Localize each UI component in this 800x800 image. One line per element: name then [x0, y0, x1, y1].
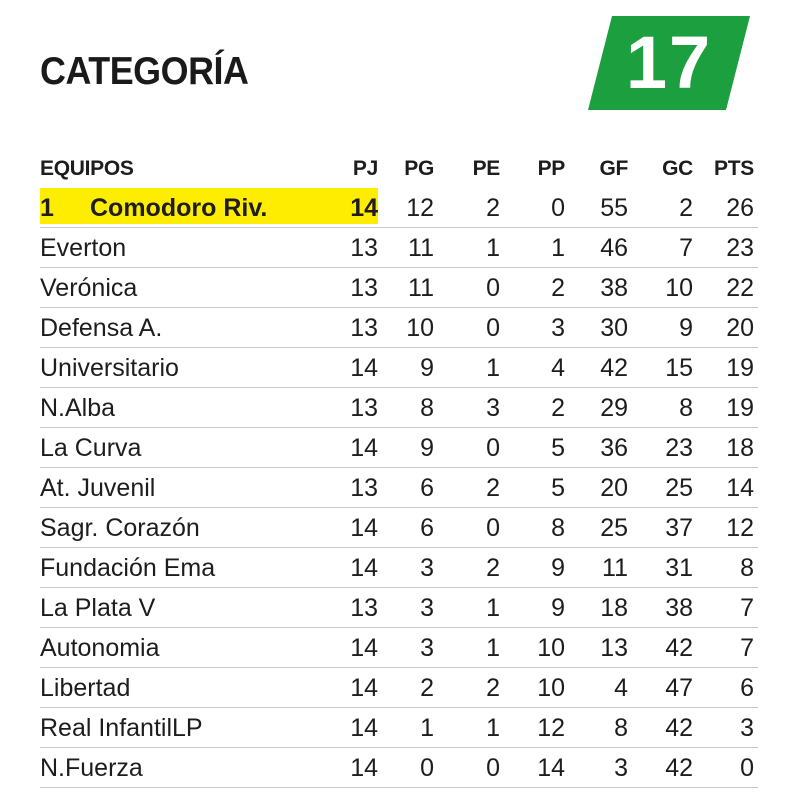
cell-pg: 11 — [408, 274, 434, 302]
cell-pts: 7 — [740, 594, 754, 622]
cell-gf: 11 — [602, 554, 628, 582]
cell-pp: 4 — [551, 354, 565, 382]
header-pe: PE — [472, 157, 500, 180]
cell-pe: 0 — [486, 314, 500, 342]
cell-gc: 23 — [665, 434, 693, 462]
cell-pj: 14 — [350, 754, 378, 782]
team-name: N.Alba — [40, 394, 116, 422]
cell-pe: 3 — [486, 394, 500, 422]
cell-pj: 13 — [350, 394, 378, 422]
cell-gf: 25 — [600, 514, 628, 542]
cell-gf: 30 — [600, 314, 628, 342]
cell-gc: 7 — [679, 234, 693, 262]
cell-gc: 37 — [665, 514, 693, 542]
table-row — [40, 228, 758, 268]
cell-pts: 19 — [726, 354, 754, 382]
cell-gf: 8 — [614, 714, 628, 742]
table-row — [40, 748, 758, 788]
cell-gf: 46 — [600, 234, 628, 262]
team-name: Defensa A. — [40, 314, 163, 342]
cell-gf: 29 — [600, 394, 628, 422]
cell-pg: 3 — [420, 634, 434, 662]
cell-pe: 0 — [486, 754, 500, 782]
cell-pj: 14 — [350, 354, 378, 382]
cell-pe: 2 — [486, 194, 500, 222]
header-pg: PG — [404, 157, 434, 180]
team-name: At. Juvenil — [40, 474, 156, 502]
cell-pts: 6 — [740, 674, 754, 702]
header-team: EQUIPOS — [40, 157, 134, 180]
table-row — [40, 508, 758, 548]
cell-pp: 2 — [551, 394, 565, 422]
team-name: Verónica — [40, 274, 138, 302]
header-gc: GC — [662, 157, 693, 180]
cell-pe: 1 — [486, 594, 500, 622]
cell-pj: 14 — [350, 554, 378, 582]
category-badge — [588, 16, 750, 110]
cell-gc: 8 — [679, 394, 693, 422]
table-row — [40, 708, 758, 748]
cell-pj: 13 — [350, 274, 378, 302]
cell-gf: 13 — [600, 634, 628, 662]
table-row — [40, 468, 758, 508]
cell-pg: 9 — [420, 354, 434, 382]
cell-pj: 14 — [350, 514, 378, 542]
team-name: Libertad — [40, 674, 131, 702]
cell-pe: 0 — [486, 274, 500, 302]
cell-pg: 3 — [420, 594, 434, 622]
cell-pts: 3 — [740, 714, 754, 742]
cell-pj: 14 — [350, 674, 378, 702]
cell-pp: 9 — [551, 594, 565, 622]
cell-pg: 6 — [420, 474, 434, 502]
team-name: N.Fuerza — [40, 754, 143, 782]
cell-pp: 2 — [551, 274, 565, 302]
table-row — [40, 348, 758, 388]
table-row — [40, 388, 758, 428]
team-name: Universitario — [40, 354, 179, 382]
team-name: Sagr. Corazón — [40, 514, 200, 542]
cell-pe: 2 — [486, 674, 500, 702]
cell-pts: 23 — [726, 234, 754, 262]
cell-pe: 1 — [486, 634, 500, 662]
cell-gf: 3 — [614, 754, 628, 782]
cell-pe: 2 — [486, 554, 500, 582]
table-row — [40, 428, 758, 468]
cell-pp: 1 — [551, 234, 565, 262]
cell-pts: 12 — [726, 514, 754, 542]
cell-gc: 47 — [665, 674, 693, 702]
cell-pts: 14 — [726, 474, 754, 502]
cell-pe: 0 — [486, 434, 500, 462]
cell-gc: 42 — [665, 754, 693, 782]
cell-pg: 8 — [420, 394, 434, 422]
badge-number: 17 — [625, 21, 713, 104]
cell-gf: 38 — [600, 274, 628, 302]
cell-gc: 25 — [665, 474, 693, 502]
standings-table — [40, 150, 758, 788]
cell-gc: 42 — [665, 634, 693, 662]
cell-pts: 26 — [726, 194, 754, 222]
cell-pp: 0 — [551, 194, 565, 222]
header-gf: GF — [599, 157, 628, 180]
cell-pts: 7 — [740, 634, 754, 662]
cell-pp: 5 — [551, 474, 565, 502]
team-name: Real InfantilLP — [40, 714, 203, 742]
cell-pg: 0 — [420, 754, 434, 782]
cell-gf: 4 — [614, 674, 628, 702]
cell-gf: 55 — [600, 194, 628, 222]
table-row-leader — [40, 188, 758, 228]
cell-pj: 14 — [350, 634, 378, 662]
team-name: La Plata V — [40, 594, 156, 622]
table-row — [40, 308, 758, 348]
cell-pg: 9 — [420, 434, 434, 462]
cell-pg: 11 — [408, 234, 434, 262]
cell-pp: 10 — [537, 674, 565, 702]
cell-pp: 9 — [551, 554, 565, 582]
team-name: Fundación Ema — [40, 554, 216, 582]
cell-gf: 20 — [600, 474, 628, 502]
table-row — [40, 588, 758, 628]
cell-pts: 22 — [726, 274, 754, 302]
cell-pg: 1 — [420, 714, 434, 742]
cell-gc: 31 — [665, 554, 693, 582]
table-row — [40, 268, 758, 308]
cell-pj: 14 — [350, 714, 378, 742]
cell-pp: 12 — [537, 714, 565, 742]
cell-pj: 13 — [350, 594, 378, 622]
header-pts: PTS — [714, 157, 754, 180]
cell-pts: 18 — [726, 434, 754, 462]
cell-pts: 8 — [740, 554, 754, 582]
cell-pg: 6 — [420, 514, 434, 542]
cell-gc: 38 — [665, 594, 693, 622]
cell-gc: 9 — [679, 314, 693, 342]
cell-pp: 10 — [537, 634, 565, 662]
cell-pts: 20 — [726, 314, 754, 342]
table-header — [40, 150, 758, 188]
cell-pe: 0 — [486, 514, 500, 542]
table-row — [40, 668, 758, 708]
cell-pj: 14 — [350, 434, 378, 462]
team-name — [40, 188, 267, 227]
cell-pe: 2 — [486, 474, 500, 502]
cell-pg: 3 — [420, 554, 434, 582]
cell-pj: 14 — [350, 194, 378, 222]
cell-pe: 1 — [486, 354, 500, 382]
cell-pp: 14 — [537, 754, 565, 782]
cell-gc: 15 — [665, 354, 693, 382]
cell-pe: 1 — [486, 234, 500, 262]
cell-pp: 5 — [551, 434, 565, 462]
cell-pj: 13 — [350, 234, 378, 262]
cell-gf: 42 — [600, 354, 628, 382]
header-pp: PP — [537, 157, 565, 180]
team-name: Everton — [40, 234, 127, 262]
rank-number: 1 — [40, 194, 54, 222]
cell-pg: 10 — [406, 314, 434, 342]
cell-pj: 13 — [350, 314, 378, 342]
cell-pj: 13 — [350, 474, 378, 502]
cell-pg: 2 — [420, 674, 434, 702]
cell-gc: 2 — [679, 194, 693, 222]
header-pj: PJ — [352, 157, 378, 180]
cell-pp: 3 — [551, 314, 565, 342]
cell-pts: 0 — [740, 754, 754, 782]
category-title: CATEGORÍA — [40, 50, 249, 93]
table-row — [40, 548, 758, 588]
cell-gc: 42 — [665, 714, 693, 742]
cell-pg: 12 — [406, 194, 434, 222]
cell-pp: 8 — [551, 514, 565, 542]
cell-pe: 1 — [486, 714, 500, 742]
team-label: Comodoro Riv. — [90, 194, 268, 222]
cell-gf: 36 — [600, 434, 628, 462]
team-name: Autonomia — [40, 634, 160, 662]
team-name: La Curva — [40, 434, 142, 462]
table-row — [40, 628, 758, 668]
cell-pts: 19 — [726, 394, 754, 422]
cell-gf: 18 — [600, 594, 628, 622]
cell-gc: 10 — [665, 274, 693, 302]
